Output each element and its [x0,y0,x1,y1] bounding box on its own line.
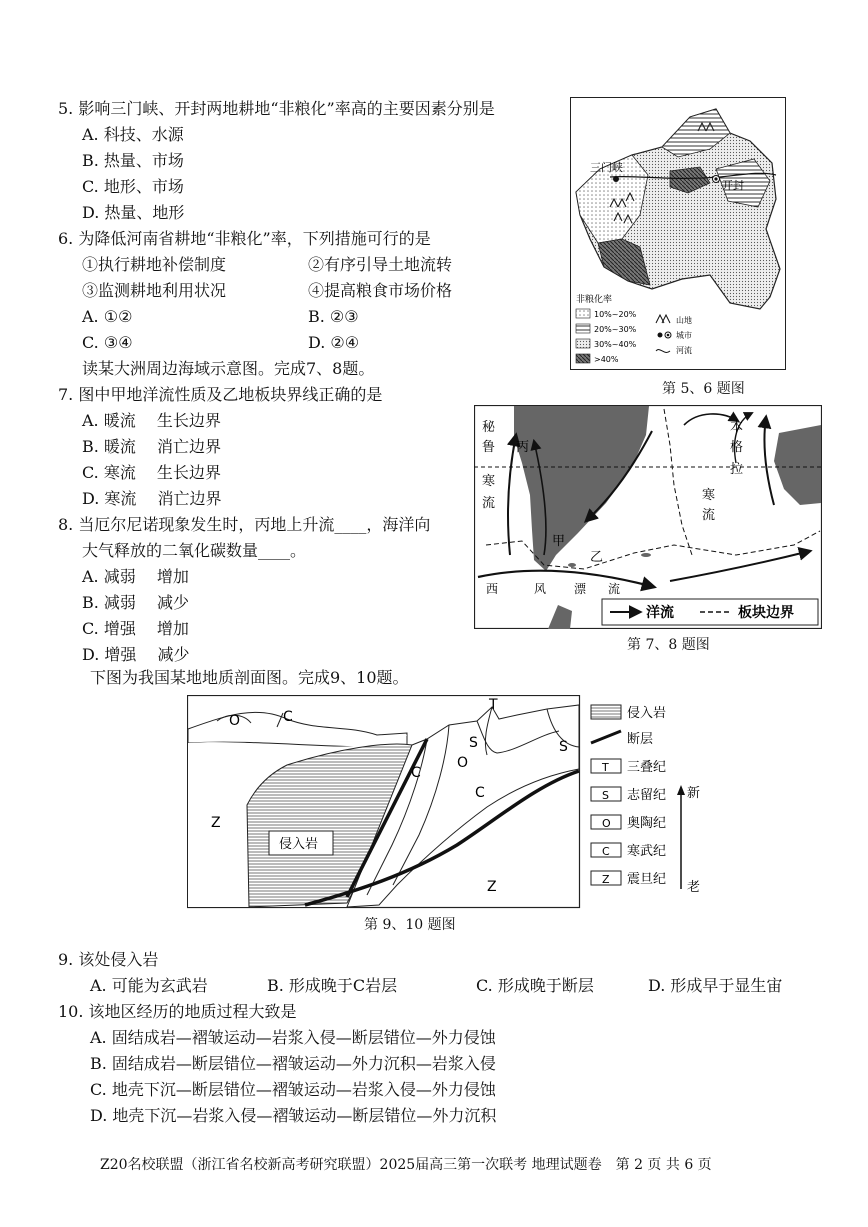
age-new: 新 [687,786,701,801]
legend-o-sym: O [602,817,611,830]
legend-c-sym: C [602,845,610,858]
letter-o-top: O [229,713,241,729]
benguela-label-4: 寒 [702,488,716,503]
q6-item-2: ②有序引导土地流转 [308,255,453,274]
label-kaifeng: 开封 [722,179,744,192]
q6-option-a: A. ①② [82,307,133,326]
q7-stem: 7. 图中甲地洋流性质及乙地板块界线正确的是 [58,385,383,404]
legend-intrusive-swatch [591,705,621,719]
legend-s-sym: S [602,789,609,802]
q8-option-d: D. 增强 减少 [82,645,190,664]
q7-option-b: B. 暖流 消亡边界 [82,437,222,456]
q9-stem: 9. 该处侵入岩 [58,950,159,969]
q6-item-1: ①执行耕地补偿制度 [82,255,227,274]
henan-map-figure [570,97,786,370]
q6-option-c: C. ③④ [82,333,133,352]
q5-stem: 5. 影响三门峡、开封两地耕地“非粮化”率高的主要因素分别是 [58,99,495,118]
q5-option-c: C. 地形、市场 [82,177,184,196]
q10-stem: 10. 该地区经历的地质过程大致是 [58,1002,297,1021]
legend-intrusive: 侵入岩 [627,706,667,721]
city-icon-kaifeng [714,177,717,180]
legend-city: 城市 [676,331,692,340]
q10-option-d: D. 地壳下沉—岩浆入侵—褶皱运动—断层错位—外力沉积 [90,1106,497,1125]
q9-option-b: B. 形成晚于C岩层 [267,976,398,995]
age-old: 老 [687,880,701,895]
west-wind-2: 风 [534,582,547,596]
legend-z-sym: Z [602,873,610,886]
west-wind-3: 漂 [574,582,587,596]
letter-t: T [489,697,498,713]
benguela-label-3: 拉 [730,462,744,477]
legend-city-icon [658,333,663,338]
intrusive-label: 侵入岩 [279,837,319,852]
q6-stem: 6. 为降低河南省耕地“非粮化”率，下列措施可行的是 [58,229,431,248]
legend-t-sym: T [602,761,609,774]
map1-caption: 第 5、6 题图 [662,381,745,397]
geo-section-figure [187,695,707,910]
letter-c-top: C [283,709,293,725]
legend-boundary-label: 板块边界 [738,605,794,621]
peru-label-2: 鲁 [482,440,496,455]
legend-current-label: 洋流 [646,605,674,621]
city-icon-sanmenxia [613,176,619,182]
legend-fault-icon [591,731,621,743]
label-yi: 乙 [590,550,604,565]
label-sanmenxia: 三门峡 [590,161,623,174]
q10-option-a: A. 固结成岩—褶皱运动—岩浆入侵—断层错位—外力侵蚀 [90,1028,496,1047]
legend-fault: 断层 [627,732,654,747]
q9-option-d: D. 形成早于显生宙 [648,976,783,995]
peru-label-4: 流 [482,496,496,511]
west-wind-1: 西 [486,582,499,596]
benguela-label-2: 格 [730,440,744,455]
q8-option-b: B. 减弱 减少 [82,593,190,612]
legend-silurian: 志留纪 [627,788,667,803]
legend-item-3: 30%~40% [594,340,637,349]
legend-triassic: 三叠纪 [627,760,667,775]
label-bing: 丙 [516,440,530,455]
peru-label-3: 寒 [482,474,496,489]
letter-c1: C [411,765,421,781]
letter-z-left: Z [211,815,221,831]
legend-sinian: 震旦纪 [627,872,667,887]
letter-s2: S [559,739,568,755]
west-wind-4: 流 [608,582,621,596]
intro-9-10: 下图为我国某地地质剖面图。完成9、10题。 [90,668,409,687]
q10-option-c: C. 地壳下沉—断层错位—褶皱运动—岩浆入侵—外力侵蚀 [90,1080,496,1099]
section-caption: 第 9、10 题图 [364,917,456,933]
q9-option-a: A. 可能为玄武岩 [90,976,208,995]
ocean-map-figure [474,405,822,629]
intro-7-8: 读某大洲周边海域示意图。完成7、8题。 [82,359,375,378]
q7-option-d: D. 寒流 消亡边界 [82,489,222,508]
peru-label-1: 秘 [482,420,496,435]
q5-option-a: A. 科技、水源 [82,125,184,144]
q5-option-b: B. 热量、市场 [82,151,184,170]
legend-item-2: 20%~30% [594,325,637,334]
q8-option-c: C. 增强 增加 [82,619,189,638]
q7-option-a: A. 暖流 生长边界 [82,411,221,430]
label-jia: 甲 [552,534,566,549]
q8-stem-line2: 大气释放的二氧化碳数量____。 [82,541,307,560]
q8-option-a: A. 减弱 增加 [82,567,189,586]
benguela-label-1: 本 [730,420,744,435]
letter-s1: S [469,735,478,751]
q10-option-b: B. 固结成岩—断层错位—褶皱运动—外力沉积—岩浆入侵 [90,1054,496,1073]
legend-title: 非粮化率 [576,295,613,305]
q5-option-d: D. 热量、地形 [82,203,185,222]
letter-c2: C [475,785,485,801]
q6-option-d: D. ②④ [308,333,360,352]
legend-cambrian: 寒武纪 [627,844,667,859]
q6-option-b: B. ②③ [308,307,359,326]
legend-river: 河流 [676,346,692,355]
legend-ordovician: 奥陶纪 [627,816,667,831]
q7-option-c: C. 寒流 生长边界 [82,463,221,482]
q8-stem-line1: 8. 当厄尔尼诺现象发生时，丙地上升流____，海洋向 [58,515,431,534]
benguela-label-5: 流 [702,508,716,523]
q6-item-4: ④提高粮食市场价格 [308,281,453,300]
map2-caption: 第 7、8 题图 [627,637,710,653]
q6-item-3: ③监测耕地利用状况 [82,281,227,300]
q9-option-c: C. 形成晚于断层 [476,976,594,995]
page-footer: Z20名校联盟（浙江省名校新高考研究联盟）2025届高三第一次联考 地理试题卷 第 2 页 共 6 页 [100,1157,712,1173]
letter-o-mid: O [457,755,469,771]
legend-item-4: >40% [594,355,619,364]
legend-item-1: 10%~20% [594,310,637,319]
letter-z-bottom: Z [487,879,497,895]
legend-mountain: 山地 [676,316,692,325]
